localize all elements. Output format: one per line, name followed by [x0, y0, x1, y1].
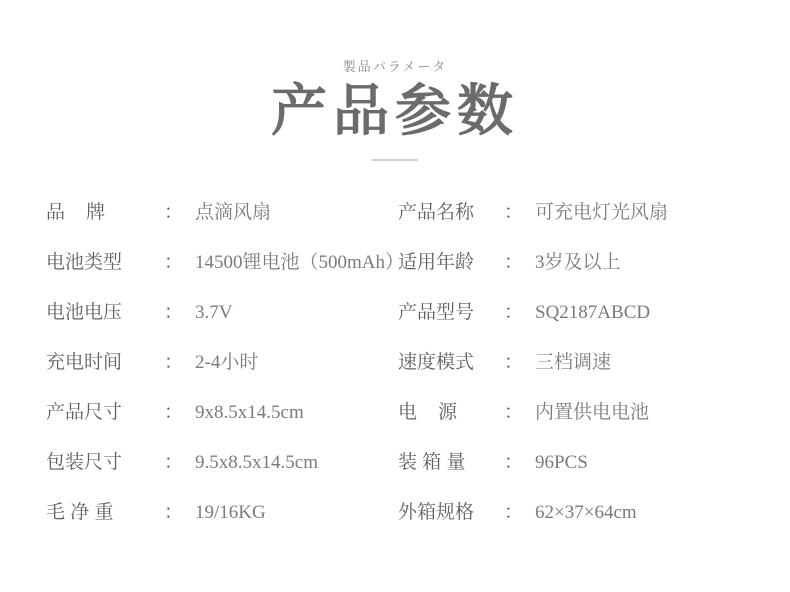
spec-row — [46, 297, 398, 347]
spec-label: 充电时间 — [46, 352, 123, 374]
spec-row — [398, 247, 744, 297]
spec-label: 毛 净 重 — [46, 502, 114, 524]
spec-colon: ： — [504, 402, 524, 424]
spec-row — [398, 497, 744, 547]
spec-colon: ： — [504, 452, 524, 474]
specifications-table — [0, 197, 790, 547]
spec-value: 3岁及以上 — [535, 252, 621, 274]
spec-value: 内置供电电池 — [535, 402, 650, 424]
specifications-column-left — [46, 197, 405, 547]
spec-value: 19/16KG — [195, 502, 266, 524]
spec-colon: ： — [164, 252, 184, 274]
spec-row — [46, 247, 405, 297]
page-title: 产品参数 — [271, 79, 519, 142]
spec-value: 点滴风扇 — [195, 202, 272, 224]
spec-colon: ： — [504, 202, 524, 224]
spec-value: 9.5x8.5x14.5cm — [195, 452, 318, 474]
spec-label: 适用年龄 — [398, 252, 475, 274]
spec-value: 三档调速 — [535, 352, 612, 374]
spec-label: 装 箱 量 — [398, 452, 466, 474]
spec-colon: ： — [164, 302, 184, 324]
spec-value: SQ2187ABCD — [535, 302, 651, 324]
spec-value: 9x8.5x14.5cm — [195, 402, 304, 424]
spec-label: 电池电压 — [46, 302, 123, 324]
spec-label: 电 源 — [398, 402, 458, 424]
spec-row — [398, 447, 744, 497]
spec-value: 62×37×64cm — [535, 502, 637, 524]
spec-label: 速度模式 — [398, 352, 475, 374]
spec-colon: ： — [504, 302, 524, 324]
spec-colon: ： — [164, 502, 184, 524]
spec-row — [398, 297, 744, 347]
spec-label: 产品型号 — [398, 302, 475, 324]
spec-colon: ： — [504, 502, 524, 524]
spec-colon: ： — [504, 252, 524, 274]
spec-value: 3.7V — [195, 302, 233, 324]
spec-colon: ： — [164, 452, 184, 474]
page-subtitle: 製品パラメータ — [342, 59, 448, 74]
page-header — [0, 0, 790, 161]
title-divider — [372, 159, 418, 161]
spec-row — [398, 197, 744, 247]
spec-value: 14500锂电池（500mAh） — [195, 252, 405, 274]
spec-label: 包装尺寸 — [46, 452, 123, 474]
spec-row — [46, 197, 398, 247]
spec-value: 2-4小时 — [195, 352, 259, 374]
spec-row — [46, 447, 398, 497]
spec-row — [46, 497, 398, 547]
spec-label: 产品尺寸 — [46, 402, 123, 424]
spec-colon: ： — [164, 352, 184, 374]
spec-label: 品 牌 — [46, 202, 106, 224]
spec-colon: ： — [504, 352, 524, 374]
spec-colon: ： — [164, 402, 184, 424]
specifications-column-right — [398, 197, 744, 547]
spec-row — [46, 347, 398, 397]
spec-row — [398, 347, 744, 397]
spec-row — [398, 397, 744, 447]
spec-label: 外箱规格 — [398, 502, 475, 524]
spec-colon: ： — [164, 202, 184, 224]
spec-value: 96PCS — [535, 452, 588, 474]
spec-label: 电池类型 — [46, 252, 123, 274]
spec-row — [46, 397, 398, 447]
spec-label: 产品名称 — [398, 202, 475, 224]
spec-value: 可充电灯光风扇 — [535, 202, 669, 224]
